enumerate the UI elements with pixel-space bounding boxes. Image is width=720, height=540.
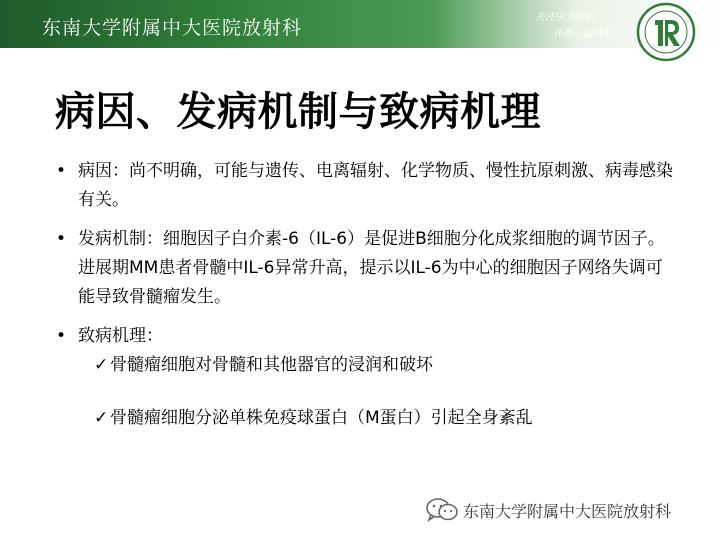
header-bar — [0, 0, 720, 48]
slogan-line-1: 关注中大放射 — [535, 12, 595, 23]
watermark-text: 东南大学附属中大医院放射科 — [463, 501, 672, 521]
bullet-marker: • — [56, 229, 67, 249]
bullet-pathogenesis — [56, 225, 676, 312]
hospital-logo-icon — [636, 2, 696, 62]
bullet-marker: • — [56, 161, 67, 181]
slide-title: 病因、发病机制与致病机理 — [55, 89, 541, 135]
subpoint-m-protein — [56, 404, 676, 433]
subpoint-text: 骨髓瘤细胞分泌单株免疫球蛋白（M蛋白）引起全身紊乱 — [110, 408, 533, 428]
bullet-text: 发病机制：细胞因子白介素-6（IL-6）是促进B细胞分化成浆细胞的调节因子。进展期MM患者骨髓中IL-6异常升高，提示以IL-6为中心的细胞因子网络失调可能导致骨髓瘤发生。 — [78, 229, 665, 307]
bullet-mechanism — [56, 322, 676, 351]
bullet-text: 致病机理： — [78, 326, 163, 346]
subpoint-text: 骨髓瘤细胞对骨髓和其他器官的浸润和破坏 — [110, 355, 433, 375]
checkmark-icon: ✓ — [94, 355, 109, 375]
wechat-icon — [425, 497, 459, 523]
bullet-etiology — [56, 157, 676, 215]
bullet-text: 病因：尚不明确，可能与遗传、电离辐射、化学物质、慢性抗原刺激、病毒感染有关。 — [78, 161, 673, 210]
slide-content — [56, 157, 676, 433]
watermark — [425, 495, 671, 525]
slogan-line-2: 伴你一起成长 — [553, 29, 613, 40]
subpoint-infiltration — [56, 351, 676, 380]
checkmark-icon: ✓ — [94, 408, 109, 428]
header-title: 东南大学附属中大医院放射科 — [42, 17, 303, 39]
header-slogan — [535, 9, 613, 43]
bullet-marker: • — [56, 326, 67, 346]
